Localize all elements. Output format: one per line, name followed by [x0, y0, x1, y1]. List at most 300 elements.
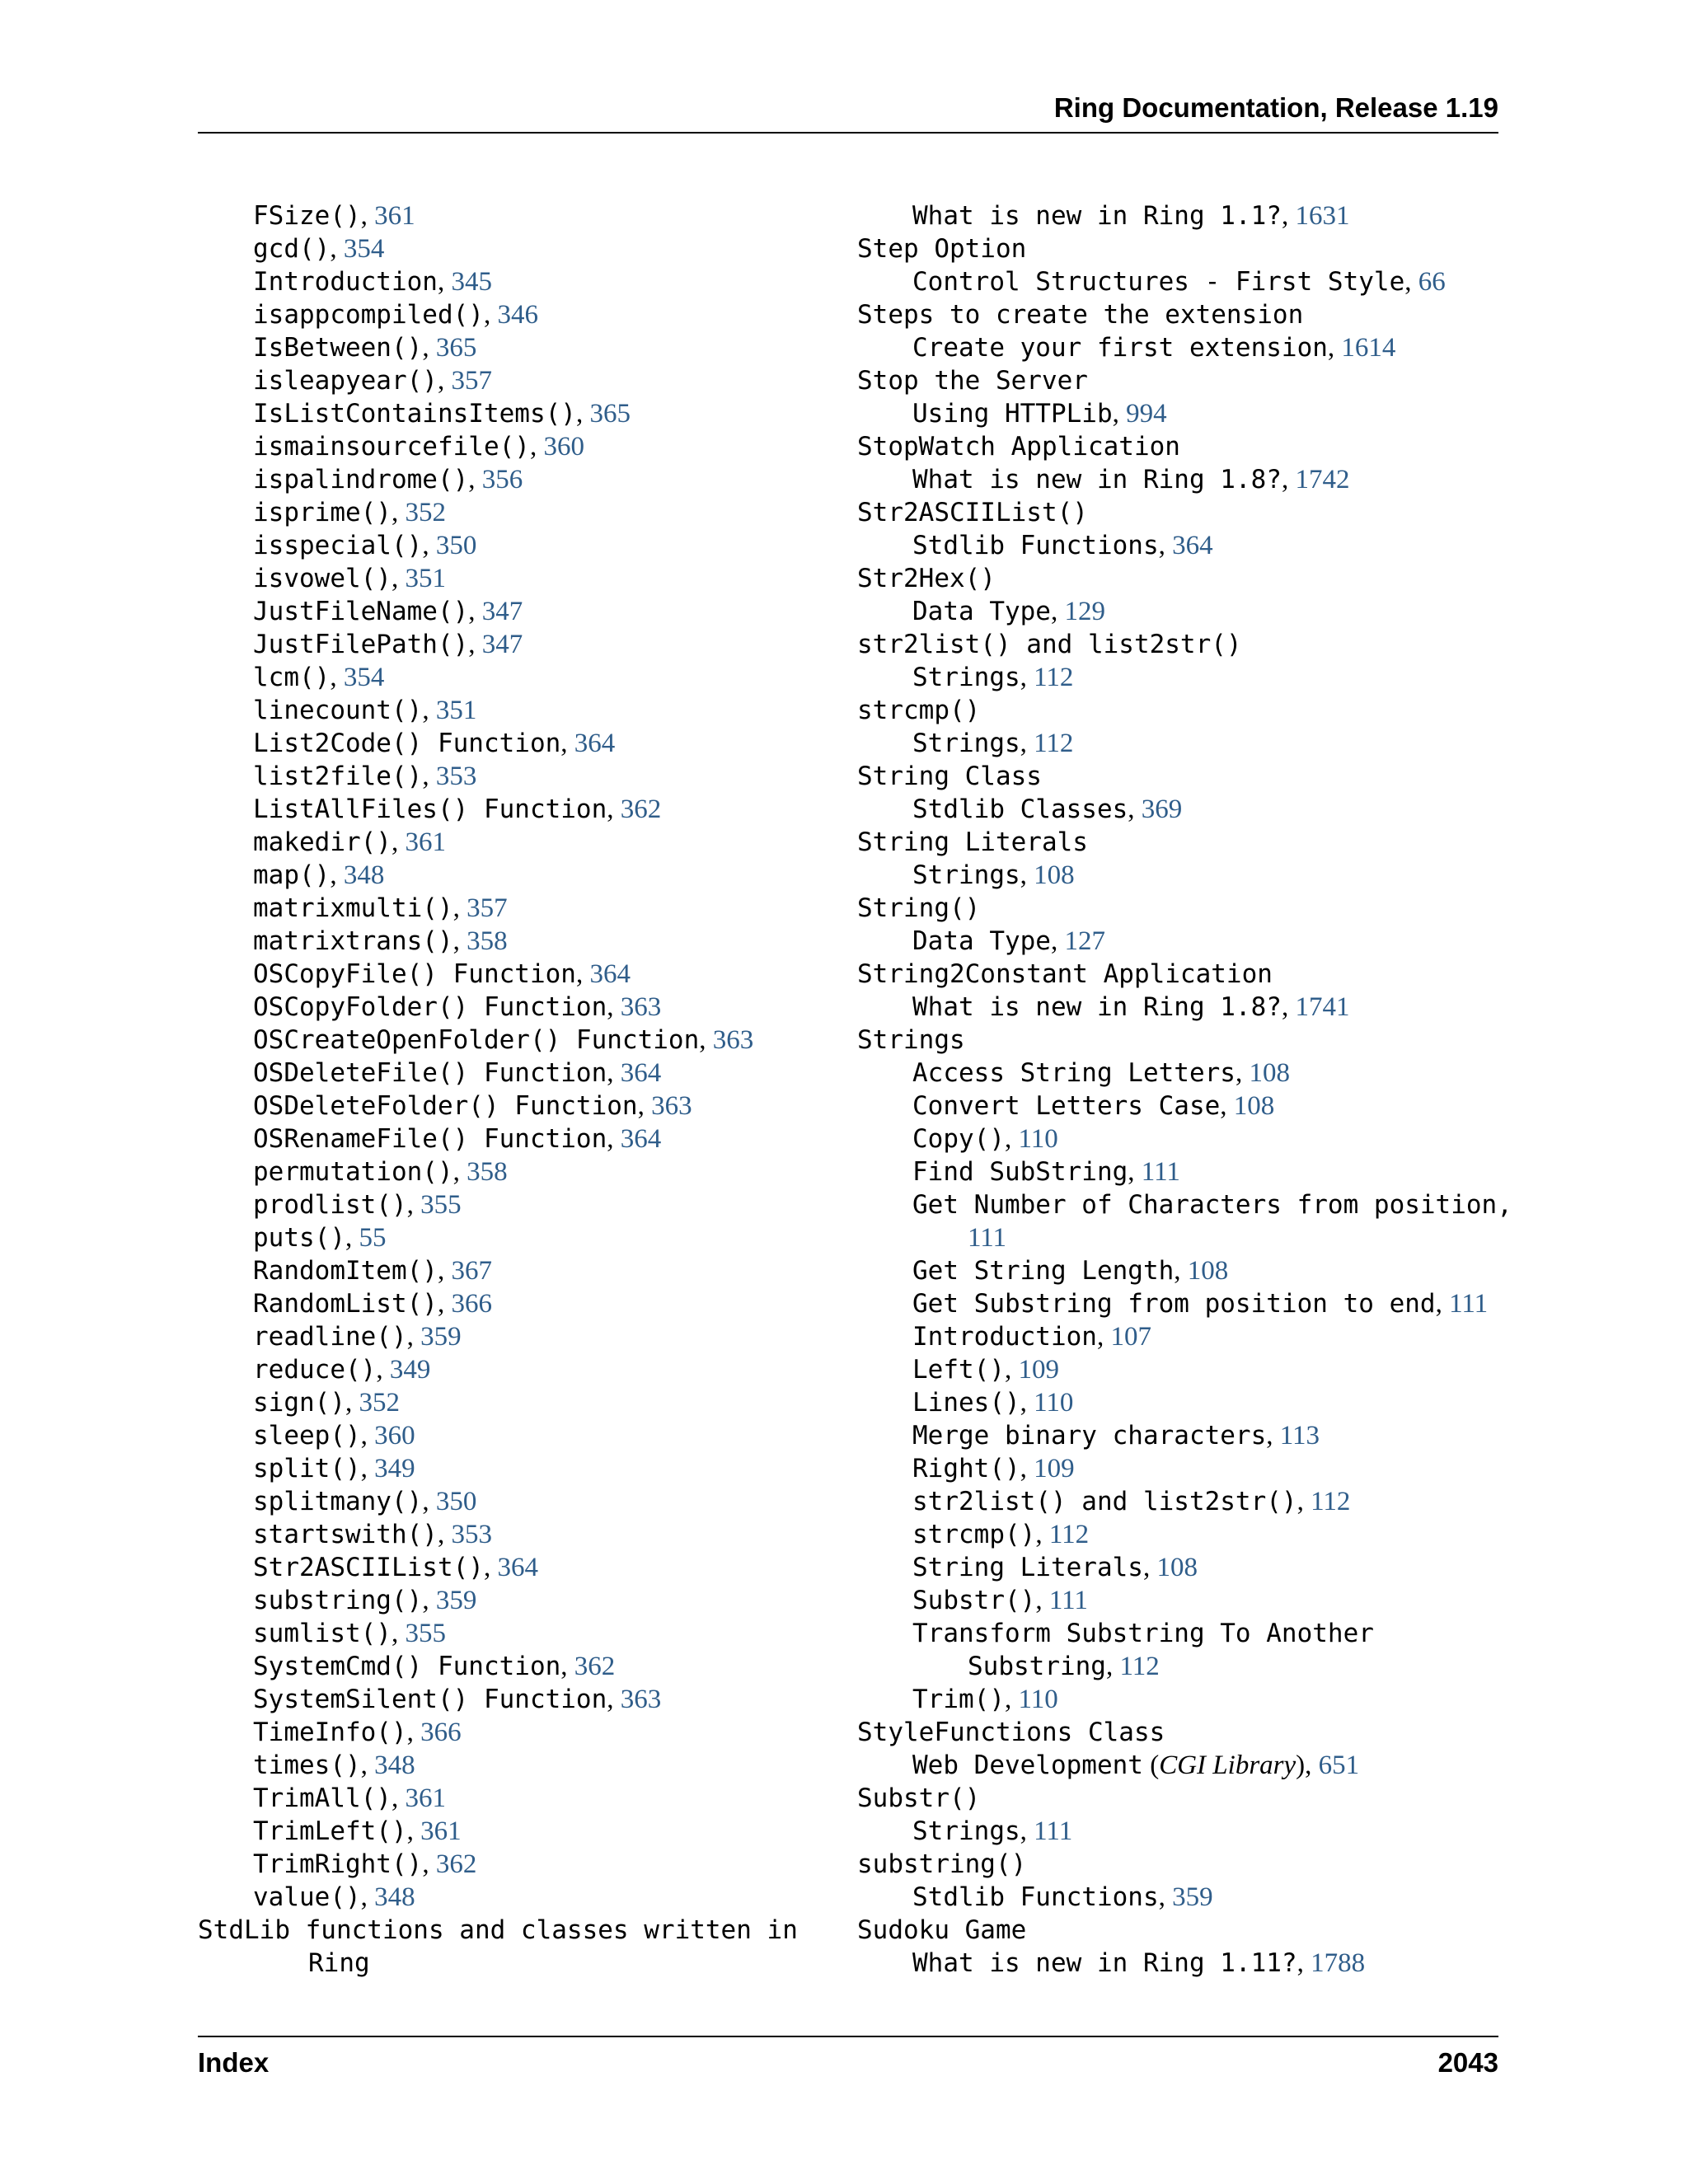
index-entry: prodlist(), 355	[253, 1190, 462, 1220]
index-page-link[interactable]: 364	[620, 1124, 662, 1154]
index-page-link[interactable]: 364	[574, 729, 616, 758]
index-term: matrixtrans()	[253, 926, 453, 956]
index-heading	[857, 760, 1500, 793]
index-page-link[interactable]: 108	[1233, 1091, 1275, 1121]
index-term: JustFilePath()	[253, 630, 469, 659]
index-page-link[interactable]: 364	[1172, 531, 1213, 560]
index-term: Step Option	[857, 234, 1027, 264]
index-entry: str2list() and list2str(), 112	[912, 1487, 1351, 1516]
index-page-link[interactable]: 354	[343, 663, 385, 692]
index-entry: TimeInfo(), 366	[253, 1718, 462, 1747]
index-entry: value(), 348	[253, 1882, 415, 1912]
index-term: Sudoku Game	[857, 1915, 1027, 1945]
index-term: Using HTTPLib	[912, 399, 1113, 429]
index-page-link[interactable]: 362	[435, 1849, 477, 1879]
index-term: prodlist()	[253, 1190, 407, 1220]
index-page-link[interactable]: 348	[374, 1750, 415, 1780]
index-term: ListAllFiles() Function	[253, 794, 607, 824]
index-entry: isappcompiled(), 346	[253, 300, 538, 330]
index-term: map()	[253, 860, 331, 890]
index-entry: Create your first extension, 1614	[912, 333, 1396, 363]
index-term: Ring	[308, 1948, 370, 1978]
index-term: str2list() and list2str()	[857, 630, 1242, 659]
index-entry: makedir(), 361	[253, 827, 446, 857]
index-term: IsBetween()	[253, 333, 423, 363]
index-entry: What is new in Ring 1.1?, 1631	[912, 201, 1350, 231]
index-term: Web Development	[912, 1750, 1143, 1780]
index-term: Steps to create the extension	[857, 300, 1304, 330]
index-page-link[interactable]: 346	[497, 300, 538, 330]
index-page-link[interactable]: 129	[1064, 597, 1105, 626]
index-entry: Substring, 112	[968, 1652, 1160, 1681]
index-term: SystemCmd() Function	[253, 1652, 561, 1681]
index-page-link[interactable]: 366	[420, 1718, 462, 1747]
index-heading	[857, 1782, 1500, 1815]
index-term: Trim()	[912, 1685, 1005, 1714]
index-page-link[interactable]: 994	[1126, 399, 1167, 429]
index-entry: matrixmulti(), 357	[253, 893, 508, 923]
index-page-link[interactable]: 111	[1048, 1586, 1088, 1615]
index-entry: Get String Length, 108	[912, 1256, 1229, 1286]
index-term: String()	[857, 893, 981, 923]
footer-section-label: Index	[198, 2047, 270, 2078]
index-entry: Introduction, 107	[912, 1322, 1151, 1352]
index-entry: Lines(), 110	[912, 1388, 1074, 1418]
index-page-link[interactable]: 112	[1119, 1652, 1160, 1681]
index-term: Strings	[912, 1816, 1020, 1846]
index-page-link[interactable]: 355	[420, 1190, 462, 1220]
index-page-link[interactable]: 347	[481, 597, 523, 626]
index-page-link[interactable]: 362	[574, 1652, 616, 1681]
index-entry: TrimRight(), 362	[253, 1849, 477, 1879]
index-entry: OSCopyFile() Function, 364	[253, 959, 631, 989]
index-entry: splitmany(), 350	[253, 1487, 477, 1516]
index-page-link[interactable]: 364	[620, 1058, 662, 1088]
index-term: times()	[253, 1750, 361, 1780]
index-page-link[interactable]: 354	[343, 234, 385, 264]
index-term: Transform Substring To Another	[912, 1619, 1374, 1648]
index-term: lcm()	[253, 663, 331, 692]
index-entry: Control Structures - First Style, 66	[912, 267, 1446, 297]
index-term-qualifier: CGI Library	[1159, 1750, 1296, 1780]
index-heading	[857, 1914, 1500, 1947]
index-page-link[interactable]: 347	[481, 630, 523, 659]
index-entry: Access String Letters, 108	[912, 1058, 1290, 1088]
index-heading	[857, 298, 1500, 331]
index-term: Get String Length	[912, 1256, 1175, 1286]
index-term: JustFileName()	[253, 597, 469, 626]
index-entry: OSRenameFile() Function, 364	[253, 1124, 662, 1154]
index-term: linecount()	[253, 696, 423, 725]
index-term: Substr()	[857, 1783, 981, 1813]
index-entry: readline(), 359	[253, 1322, 462, 1352]
index-term: TrimRight()	[253, 1849, 423, 1879]
index-term: Control Structures - First Style	[912, 267, 1405, 297]
index-page-link[interactable]: 349	[374, 1454, 415, 1483]
index-entry: reduce(), 349	[253, 1355, 431, 1385]
index-entry: sleep(), 360	[253, 1421, 415, 1451]
index-page-link[interactable]: 359	[435, 1586, 477, 1615]
index-term: StyleFunctions Class	[857, 1718, 1165, 1747]
index-term: List2Code() Function	[253, 729, 561, 758]
index-page-link[interactable]: 361	[405, 827, 446, 857]
index-term: Stdlib Functions	[912, 531, 1159, 560]
index-entry: substring(), 359	[253, 1586, 477, 1615]
index-page-link[interactable]: 363	[620, 992, 662, 1022]
index-term: Get Substring from position to end	[912, 1289, 1436, 1319]
index-term: matrixmulti()	[253, 893, 453, 923]
index-term: isprime()	[253, 498, 392, 527]
index-page-link[interactable]: 369	[1141, 794, 1183, 824]
index-page-link[interactable]: 358	[467, 926, 508, 956]
index-term: Stop the Server	[857, 366, 1088, 396]
index-heading	[857, 562, 1500, 595]
index-entry: What is new in Ring 1.11?, 1788	[912, 1948, 1366, 1978]
index-entry	[857, 1188, 1512, 1221]
index-entry: SystemSilent() Function, 363	[253, 1685, 662, 1714]
index-page-link[interactable]: 112	[1034, 663, 1074, 692]
index-term: Get Number of Characters from position,	[912, 1190, 1512, 1220]
index-term: list2file()	[253, 762, 423, 791]
index-entry	[198, 1947, 824, 1980]
index-page-link[interactable]: 109	[1034, 1454, 1075, 1483]
index-term: String Literals	[912, 1553, 1143, 1582]
index-term: readline()	[253, 1322, 407, 1352]
index-term: TrimLeft()	[253, 1816, 407, 1846]
index-entry: times(), 348	[253, 1750, 415, 1780]
index-entry: JustFileName(), 347	[253, 597, 523, 626]
index-page-link[interactable]: 1788	[1311, 1948, 1366, 1978]
index-term: Strings	[912, 729, 1020, 758]
index-term: Stdlib Classes	[912, 794, 1128, 824]
index-page-link[interactable]: 349	[389, 1355, 431, 1385]
index-term: TrimAll()	[253, 1783, 392, 1813]
index-entry: matrixtrans(), 358	[253, 926, 508, 956]
index-term: OSCreateOpenFolder() Function	[253, 1025, 700, 1055]
index-entry: permutation(), 358	[253, 1157, 508, 1187]
index-entry: linecount(), 351	[253, 696, 477, 725]
index-term: sleep()	[253, 1421, 361, 1451]
index-term: Stdlib Functions	[912, 1882, 1159, 1912]
index-page-link[interactable]: 108	[1187, 1256, 1229, 1286]
index-entry: String Literals, 108	[912, 1553, 1198, 1582]
index-term: strcmp()	[912, 1520, 1036, 1549]
index-term: OSDeleteFile() Function	[253, 1058, 607, 1088]
index-entry: gcd(), 354	[253, 234, 385, 264]
index-term: Strings	[912, 860, 1020, 890]
index-term: substring()	[857, 1849, 1027, 1879]
index-entry: ListAllFiles() Function, 362	[253, 794, 662, 824]
index-term: What is new in Ring 1.8?	[912, 465, 1282, 494]
index-page-link[interactable]: 364	[497, 1553, 538, 1582]
index-entry: TrimLeft(), 361	[253, 1816, 462, 1846]
index-term: splitmany()	[253, 1487, 423, 1516]
index-term: gcd()	[253, 234, 331, 264]
index-page-link[interactable]: 55	[359, 1223, 387, 1253]
index-page-link[interactable]: 107	[1110, 1322, 1151, 1352]
index-term: isspecial()	[253, 531, 423, 560]
index-page-link[interactable]: 111	[1449, 1289, 1489, 1319]
index-entry: Get Substring from position to end, 111	[912, 1289, 1489, 1319]
index-entry: IsListContainsItems(), 365	[253, 399, 631, 429]
index-term: Str2Hex()	[857, 564, 996, 593]
index-term: What is new in Ring 1.8?	[912, 992, 1282, 1022]
index-term: strcmp()	[857, 696, 981, 725]
index-entry: What is new in Ring 1.8?, 1741	[912, 992, 1350, 1022]
index-page-link[interactable]: 357	[467, 893, 508, 923]
index-page-link[interactable]: 110	[1034, 1388, 1074, 1418]
index-term: Str2ASCIIList()	[857, 498, 1088, 527]
index-page-link[interactable]: 108	[1249, 1058, 1290, 1088]
index-entry: map(), 348	[253, 860, 385, 890]
index-entry: startswith(), 353	[253, 1520, 492, 1549]
index-heading	[857, 694, 1500, 727]
index-page-link[interactable]: 361	[420, 1816, 462, 1846]
index-entry: Str2ASCIIList(), 364	[253, 1553, 538, 1582]
index-page-link[interactable]: 112	[1311, 1487, 1351, 1516]
index-term: startswith()	[253, 1520, 438, 1549]
index-entry: Trim(), 110	[912, 1685, 1058, 1714]
index-page-link[interactable]: 357	[451, 366, 492, 396]
index-entry: OSCopyFolder() Function, 363	[253, 992, 662, 1022]
index-heading	[857, 1024, 1500, 1057]
index-page-link[interactable]: 351	[435, 696, 477, 725]
index-entry: Convert Letters Case, 108	[912, 1091, 1275, 1121]
index-term: What is new in Ring 1.1?	[912, 201, 1282, 231]
index-term: Create your first extension	[912, 333, 1328, 363]
index-page-link[interactable]: 359	[1172, 1882, 1213, 1912]
index-page-link[interactable]: 66	[1418, 267, 1446, 297]
index-term: Copy()	[912, 1124, 1005, 1154]
index-page-link[interactable]: 363	[620, 1685, 662, 1714]
index-entry	[857, 1617, 1500, 1650]
index-term: value()	[253, 1882, 361, 1912]
index-entry: isvowel(), 351	[253, 564, 446, 593]
index-page-link[interactable]: 112	[1034, 729, 1074, 758]
index-page-link[interactable]: 360	[374, 1421, 415, 1451]
index-term: OSCopyFile() Function	[253, 959, 576, 989]
index-heading	[857, 628, 1500, 661]
index-page-link[interactable]: 352	[405, 498, 446, 527]
index-entry: What is new in Ring 1.8?, 1742	[912, 465, 1350, 494]
index-page-link[interactable]: 360	[543, 432, 584, 462]
index-page-link[interactable]: 1741	[1295, 992, 1350, 1022]
index-page-link[interactable]: 366	[451, 1289, 492, 1319]
index-page-link[interactable]: 108	[1156, 1553, 1198, 1582]
index-page-link[interactable]: 109	[1018, 1355, 1059, 1385]
index-page-link[interactable]: 111	[968, 1223, 1007, 1253]
index-term: makedir()	[253, 827, 392, 857]
index-entry: OSDeleteFile() Function, 364	[253, 1058, 662, 1088]
index-term: Merge binary characters	[912, 1421, 1267, 1451]
index-term: What is new in Ring 1.11?	[912, 1948, 1297, 1978]
index-page-link[interactable]: 111	[1141, 1157, 1180, 1187]
index-term: str2list() and list2str()	[912, 1487, 1297, 1516]
index-page-link[interactable]: 353	[451, 1520, 492, 1549]
index-term: RandomList()	[253, 1289, 438, 1319]
index-entry: Strings, 111	[912, 1816, 1073, 1846]
index-term: OSCopyFolder() Function	[253, 992, 607, 1022]
index-term: String Literals	[857, 827, 1088, 857]
index-page-link[interactable]: 351	[405, 564, 446, 593]
index-entry: Right(), 109	[912, 1454, 1075, 1483]
index-term: Str2ASCIIList()	[253, 1553, 484, 1582]
index-entry: Using HTTPLib, 994	[912, 399, 1167, 429]
index-term: OSDeleteFolder() Function	[253, 1091, 638, 1121]
index-page-link[interactable]: 110	[1018, 1685, 1058, 1714]
index-entry: OSCreateOpenFolder() Function, 363	[253, 1025, 754, 1055]
index-page-link[interactable]: 113	[1279, 1421, 1320, 1451]
index-term: String Class	[857, 762, 1042, 791]
page-number: 2043	[1437, 2047, 1498, 2078]
index-term: TimeInfo()	[253, 1718, 407, 1747]
index-term: StdLib functions and classes written in	[198, 1915, 798, 1945]
index-term: SystemSilent() Function	[253, 1685, 607, 1714]
index-entry: Strings, 112	[912, 729, 1074, 758]
index-entry: ismainsourcefile(), 360	[253, 432, 584, 462]
index-heading	[857, 496, 1500, 529]
index-term: sumlist()	[253, 1619, 392, 1648]
index-entry: JustFilePath(), 347	[253, 630, 523, 659]
index-entry: list2file(), 353	[253, 762, 477, 791]
index-entry: Data Type, 129	[912, 597, 1105, 626]
index-column-right	[857, 199, 1512, 1980]
index-entry: Strings, 108	[912, 860, 1075, 890]
index-heading	[857, 364, 1500, 397]
index-term: RandomItem()	[253, 1256, 438, 1286]
index-term: Lines()	[912, 1388, 1020, 1418]
index-page-link[interactable]: 356	[481, 465, 523, 494]
index-entry: lcm(), 354	[253, 663, 385, 692]
index-term: Convert Letters Case	[912, 1091, 1221, 1121]
index-entry: Copy(), 110	[912, 1124, 1058, 1154]
index-entry: isprime(), 352	[253, 498, 446, 527]
index-page-link[interactable]: 364	[589, 959, 631, 989]
index-page-link[interactable]: 348	[343, 860, 385, 890]
index-entry: Introduction, 345	[253, 267, 492, 297]
index-entry	[857, 1221, 1500, 1254]
index-page-link[interactable]: 352	[359, 1388, 400, 1418]
index-page-link[interactable]: 1614	[1341, 333, 1396, 363]
page-header	[198, 91, 1498, 134]
index-term: IsListContainsItems()	[253, 399, 576, 429]
index-page-link[interactable]: 348	[374, 1882, 415, 1912]
index-heading	[857, 1716, 1500, 1749]
index-heading	[857, 430, 1500, 463]
index-term: permutation()	[253, 1157, 453, 1187]
index-term: FSize()	[253, 201, 361, 231]
index-term: Introduction	[253, 267, 438, 297]
index-page-link[interactable]: 363	[651, 1091, 692, 1121]
index-entry: FSize(), 361	[253, 201, 415, 231]
index-entry: sign(), 352	[253, 1388, 400, 1418]
index-term: Access String Letters	[912, 1058, 1236, 1088]
index-entry: TrimAll(), 361	[253, 1783, 446, 1813]
index-term: split()	[253, 1454, 361, 1483]
index-term: ismainsourcefile()	[253, 432, 530, 462]
index-entry: puts(), 55	[253, 1223, 387, 1253]
index-entry: Merge binary characters, 113	[912, 1421, 1320, 1451]
index-page-link[interactable]: 350	[435, 1487, 477, 1516]
index-entry: split(), 349	[253, 1454, 415, 1483]
index-page-link[interactable]: 358	[467, 1157, 508, 1187]
index-entry: Web Development (CGI Library), 651	[912, 1750, 1360, 1780]
index-page-link[interactable]: 110	[1018, 1124, 1058, 1154]
index-page-link[interactable]: 355	[405, 1619, 446, 1648]
index-term: ispalindrome()	[253, 465, 469, 494]
index-entry: sumlist(), 355	[253, 1619, 446, 1648]
index-entry: Substr(), 111	[912, 1586, 1088, 1615]
index-term: isleapyear()	[253, 366, 438, 396]
index-page-link[interactable]: 353	[435, 762, 477, 791]
index-term: StopWatch Application	[857, 432, 1180, 462]
index-page-link[interactable]: 361	[374, 201, 415, 231]
index-page-link[interactable]: 345	[451, 267, 492, 297]
index-page-link[interactable]: 112	[1048, 1520, 1090, 1549]
index-entry: strcmp(), 112	[912, 1520, 1090, 1549]
index-heading	[857, 1848, 1500, 1881]
index-entry: isleapyear(), 357	[253, 366, 492, 396]
index-page-link[interactable]: 1742	[1295, 465, 1350, 494]
index-term: Strings	[912, 663, 1020, 692]
index-term: Right()	[912, 1454, 1020, 1483]
index-heading	[857, 232, 1500, 265]
index-page-link[interactable]: 365	[435, 333, 477, 363]
index-page-link[interactable]: 359	[420, 1322, 462, 1352]
index-column-left	[198, 199, 824, 1980]
index-term: Strings	[857, 1025, 965, 1055]
index-page-link[interactable]: 350	[435, 531, 477, 560]
index-entry: isspecial(), 350	[253, 531, 477, 560]
index-entry: Left(), 109	[912, 1355, 1059, 1385]
index-entry: Stdlib Functions, 359	[912, 1882, 1213, 1912]
index-entry: Find SubString, 111	[912, 1157, 1180, 1187]
index-entry: ispalindrome(), 356	[253, 465, 523, 494]
index-term: String2Constant Application	[857, 959, 1273, 989]
index-term: Substring	[968, 1652, 1106, 1681]
index-heading	[857, 892, 1500, 925]
index-entry: Data Type, 127	[912, 926, 1105, 956]
index-entry: RandomItem(), 367	[253, 1256, 492, 1286]
index-term: Data Type	[912, 926, 1051, 956]
index-entry: Strings, 112	[912, 663, 1074, 692]
index-page-link[interactable]: 367	[451, 1256, 492, 1286]
index-term: sign()	[253, 1388, 345, 1418]
index-term: isvowel()	[253, 564, 392, 593]
index-page-link[interactable]: 363	[712, 1025, 754, 1055]
index-term: Substr()	[912, 1586, 1036, 1615]
index-entry: RandomList(), 366	[253, 1289, 492, 1319]
index-page-link[interactable]: 1631	[1295, 201, 1350, 231]
index-entry: OSDeleteFolder() Function, 363	[253, 1091, 692, 1121]
index-heading	[857, 958, 1500, 991]
index-term: Find SubString	[912, 1157, 1128, 1187]
page-footer	[198, 2036, 1498, 2087]
index-page-link[interactable]: 651	[1318, 1750, 1360, 1780]
index-page-link[interactable]: 362	[620, 794, 662, 824]
index-page-link[interactable]: 365	[589, 399, 631, 429]
index-term: substring()	[253, 1586, 423, 1615]
index-page-link[interactable]: 361	[405, 1783, 446, 1813]
index-page-link[interactable]: 111	[1034, 1816, 1073, 1846]
index-entry: Stdlib Classes, 369	[912, 794, 1183, 824]
index-entry: SystemCmd() Function, 362	[253, 1652, 616, 1681]
index-entry: Stdlib Functions, 364	[912, 531, 1213, 560]
index-page-link[interactable]: 108	[1034, 860, 1075, 890]
index-entry: IsBetween(), 365	[253, 333, 477, 363]
index-page-link[interactable]: 127	[1064, 926, 1105, 956]
index-term: puts()	[253, 1223, 345, 1253]
